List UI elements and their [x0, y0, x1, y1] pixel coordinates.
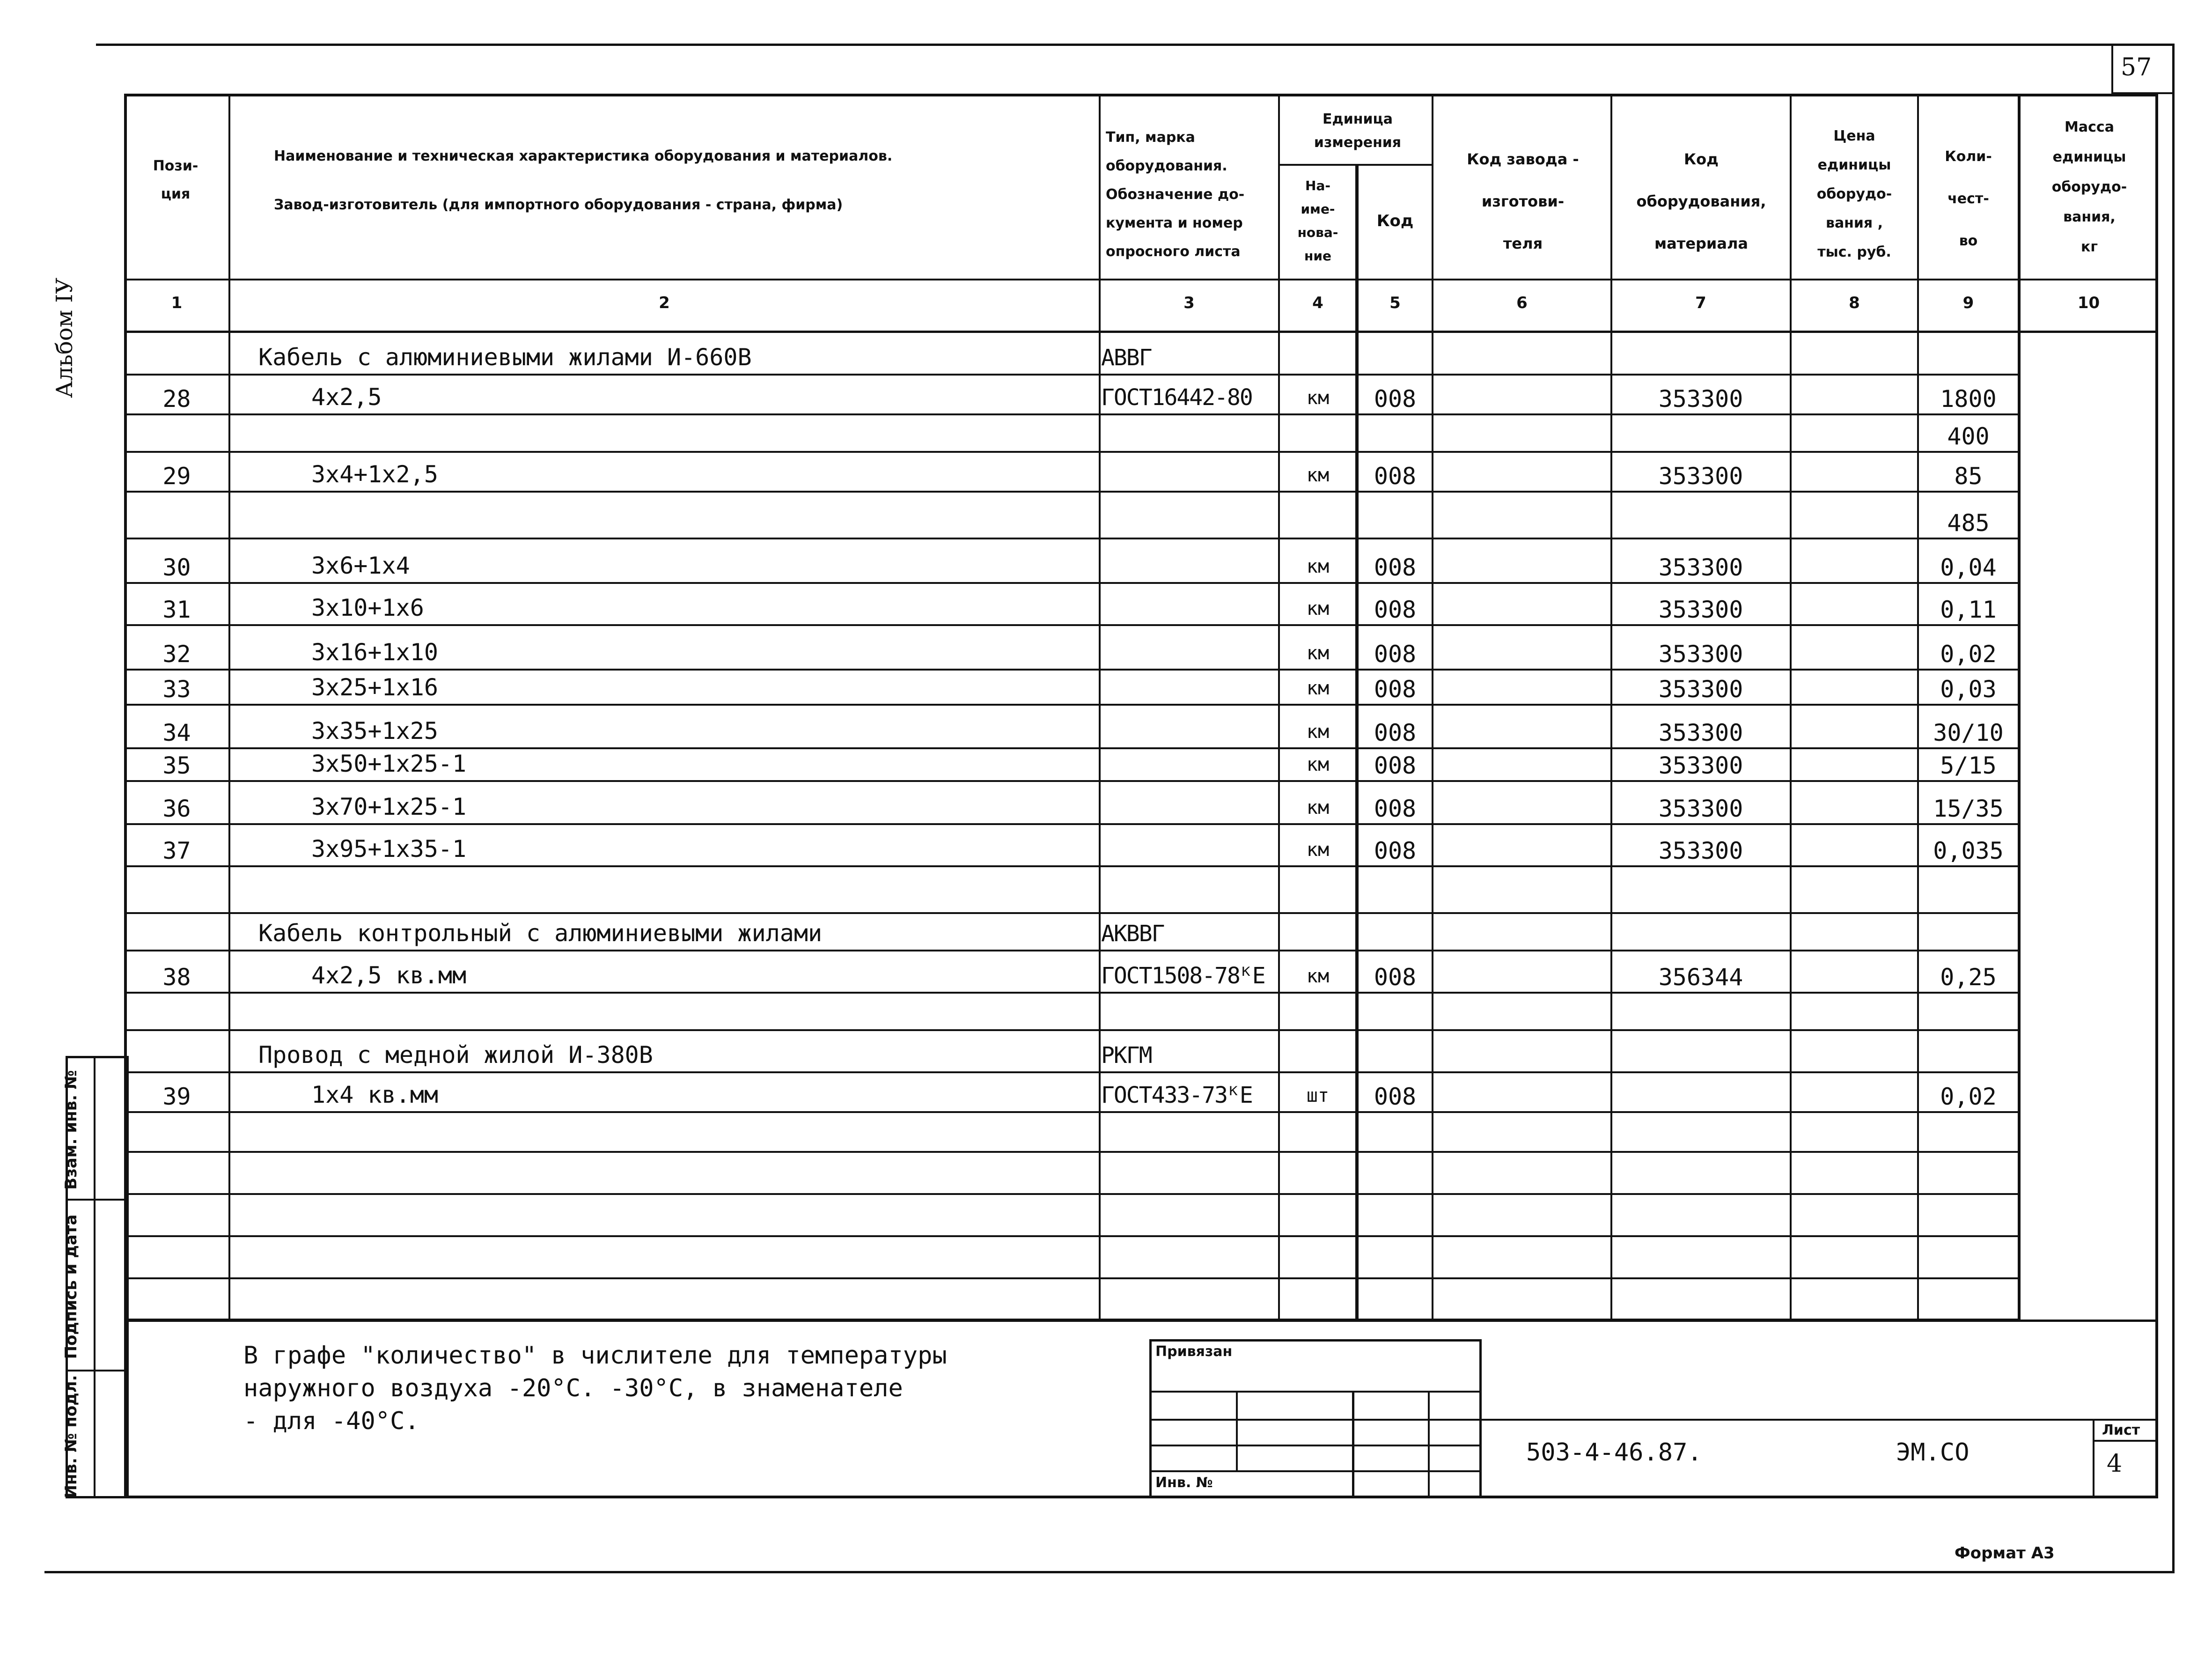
- row-material-code: 353300: [1658, 385, 1743, 413]
- row-separator: [124, 1071, 2018, 1073]
- row-group-title: Провод с медной жилой И-380В: [258, 1041, 653, 1069]
- row-unit: км: [1306, 797, 1330, 818]
- header-col2: Наименование и техническая характеристика оборудования и материалов. Завод-изготовитель (для импортного оборудования - страна, фирма): [274, 148, 893, 213]
- row-unit-code: 008: [1374, 463, 1417, 490]
- row-position: 34: [162, 719, 191, 746]
- row-separator: [124, 491, 2018, 493]
- row-unit: км: [1306, 598, 1330, 619]
- title-block-top: [1482, 1419, 2158, 1421]
- row-type: ГОСТ433-73ᴷЕ: [1101, 1082, 1252, 1108]
- header-col8: Цена единицы оборудо- вания , тыс. руб.: [1816, 128, 1892, 260]
- header-col9: Коли- чест- во: [1945, 148, 1992, 249]
- row-item-name: 3х10+1х6: [311, 594, 424, 621]
- row-separator: [124, 1151, 2018, 1153]
- privyazan-v2: [1352, 1391, 1354, 1498]
- row-group-title: Кабель с алюминиевыми жилами И-660В: [258, 344, 752, 371]
- note-line-3: - для -40°С.: [243, 1407, 419, 1435]
- row-separator: [124, 1319, 2018, 1320]
- header-col7: Код оборудования, материала: [1636, 150, 1766, 252]
- row-quantity: 0,25: [1940, 964, 1997, 991]
- row-item-name: 4х2,5: [311, 383, 382, 411]
- row-separator: [124, 747, 2018, 749]
- row-quantity: 400: [1947, 423, 1990, 450]
- row-material-code: 353300: [1658, 676, 1743, 703]
- header-col45-group: Единица измерения: [1314, 111, 1402, 151]
- row-separator: [124, 1193, 2018, 1195]
- row-unit-code: 008: [1374, 752, 1417, 779]
- header-col3: Тип, марка оборудования. Обозначение до- кумента и номер опросного листа: [1106, 129, 1245, 260]
- sheet-box-mid: [2093, 1440, 2158, 1442]
- row-item-name: 4х2,5 кв.мм: [311, 962, 467, 989]
- row-position: 37: [162, 837, 191, 864]
- col-line-3: [1278, 94, 1280, 1320]
- header-col6: Код завода - изготови- теля: [1467, 150, 1579, 252]
- row-quantity: 0,02: [1940, 1083, 1997, 1110]
- header-col1: Пози- ция: [153, 158, 198, 202]
- row-material-code: 353300: [1658, 837, 1743, 864]
- row-item-name: 3х6+1х4: [311, 552, 410, 579]
- row-separator: [124, 1111, 2018, 1113]
- row-unit-code: 008: [1374, 837, 1417, 864]
- row-unit-code: 008: [1374, 385, 1417, 413]
- row-position: 33: [162, 676, 191, 703]
- header-sub-line: [1278, 164, 1433, 166]
- privyazan-label: Привязан: [1155, 1343, 1233, 1360]
- row-material-code: 353300: [1658, 795, 1743, 822]
- side-label-signature: Подпись и дата: [62, 1214, 81, 1359]
- row-unit: км: [1306, 556, 1330, 577]
- row-item-name: 3х35+1х25: [311, 717, 438, 745]
- colnum-7: 7: [1695, 294, 1706, 312]
- row-material-code: 353300: [1658, 554, 1743, 581]
- row-material-code: 353300: [1658, 596, 1743, 623]
- row-unit-code: 008: [1374, 596, 1417, 623]
- row-item-name: 3х4+1х2,5: [311, 461, 438, 488]
- row-quantity: 0,035: [1933, 837, 2004, 864]
- row-material-code: 353300: [1658, 719, 1743, 746]
- row-unit: км: [1306, 642, 1330, 664]
- colnum-8: 8: [1849, 294, 1860, 312]
- row-quantity: 0,03: [1940, 676, 1997, 703]
- row-item-name: 3х70+1х25-1: [311, 793, 467, 820]
- side-stamp-divider-3: [66, 1370, 129, 1371]
- side-label-inv: Инв. № подл.: [62, 1375, 81, 1498]
- row-quantity: 0,04: [1940, 554, 1997, 581]
- row-separator: [124, 865, 2018, 867]
- row-unit-code: 008: [1374, 719, 1417, 746]
- colnum-2: 2: [659, 294, 670, 312]
- row-position: 38: [162, 964, 191, 991]
- colnum-3: 3: [1183, 294, 1195, 312]
- row-separator: [124, 582, 2018, 584]
- note-line-1: В графе "количество" в числителе для температуры: [243, 1342, 947, 1370]
- privyazan-h4: [1149, 1470, 1482, 1472]
- row-quantity: 485: [1947, 509, 1990, 537]
- doc-code: 503-4-46.87.: [1526, 1438, 1702, 1467]
- row-separator: [124, 374, 2018, 376]
- privyazan-h3: [1149, 1445, 1482, 1446]
- colnum-9: 9: [1962, 294, 1974, 312]
- colnum-4: 4: [1312, 294, 1323, 312]
- row-unit: км: [1306, 754, 1330, 775]
- row-unit-code: 008: [1374, 964, 1417, 991]
- row-separator: [124, 538, 2018, 539]
- row-separator: [124, 704, 2018, 706]
- row-unit: км: [1306, 839, 1330, 861]
- privyazan-h1: [1149, 1391, 1482, 1393]
- side-stamp-divider-1: [94, 1056, 96, 1498]
- row-unit: км: [1306, 387, 1330, 409]
- row-type: ГОСТ16442-80: [1101, 384, 1252, 411]
- header-bottom-line: [124, 279, 2158, 280]
- col-line-2: [1099, 94, 1101, 1320]
- row-unit-code: 008: [1374, 795, 1417, 822]
- row-separator: [124, 1029, 2018, 1031]
- col-line-1: [228, 94, 230, 1320]
- row-type: АВВГ: [1101, 345, 1152, 371]
- row-unit-code: 008: [1374, 641, 1417, 668]
- row-position: 36: [162, 795, 191, 822]
- sheet-number: 4: [2107, 1450, 2123, 1478]
- row-unit-code: 008: [1374, 676, 1417, 703]
- privyazan-v3: [1428, 1391, 1430, 1498]
- row-quantity: 0,02: [1940, 641, 1997, 668]
- row-position: 29: [162, 463, 191, 490]
- row-item-name: 1х4 кв.мм: [311, 1081, 438, 1108]
- row-material-code: 353300: [1658, 463, 1743, 490]
- row-separator: [124, 1235, 2018, 1237]
- right-border-line: [2172, 44, 2175, 1572]
- row-position: 35: [162, 752, 191, 779]
- row-material-code: 356344: [1658, 964, 1743, 991]
- colnum-1: 1: [171, 294, 183, 312]
- row-unit-code: 008: [1374, 1083, 1417, 1110]
- row-unit: км: [1306, 465, 1330, 486]
- sheet-box-left: [2093, 1419, 2094, 1498]
- side-stamp-divider-2: [66, 1199, 129, 1201]
- row-item-name: 3х25+1х16: [311, 674, 438, 701]
- row-position: 28: [162, 385, 191, 413]
- row-unit-code: 008: [1374, 554, 1417, 581]
- bottom-border-line: [44, 1571, 2175, 1573]
- row-item-name: 3х16+1х10: [311, 639, 438, 666]
- row-separator: [124, 624, 2018, 626]
- row-type: РКГМ: [1101, 1042, 1152, 1069]
- header-col5: Код: [1376, 212, 1414, 230]
- row-type: АКВВГ: [1101, 921, 1164, 947]
- row-quantity: 5/15: [1940, 752, 1997, 779]
- row-separator: [124, 912, 2018, 914]
- album-label: Альбом IУ: [51, 277, 78, 398]
- row-position: 32: [162, 641, 191, 668]
- page-number: 57: [2121, 53, 2152, 81]
- row-unit: км: [1306, 966, 1330, 987]
- row-position: 39: [162, 1083, 191, 1110]
- row-separator: [124, 1277, 2018, 1279]
- row-quantity: 15/35: [1933, 795, 2004, 822]
- row-separator: [124, 413, 2018, 415]
- row-unit: шт: [1306, 1085, 1330, 1106]
- row-separator: [124, 823, 2018, 825]
- row-material-code: 353300: [1658, 752, 1743, 779]
- row-type: ГОСТ1508-78ᴷЕ: [1101, 963, 1265, 989]
- inv-no-label: Инв. №: [1155, 1475, 1213, 1491]
- col-line-8: [1917, 94, 1919, 1320]
- note-line-2: наружного воздуха -20°С. -30°С, в знаменателе: [243, 1374, 903, 1402]
- col-line-9: [2018, 94, 2021, 1320]
- colnum-10: 10: [2077, 294, 2100, 312]
- header-col10: Масса единицы оборудо- вания, кг: [2051, 119, 2127, 255]
- col-line-5: [1432, 94, 1433, 1320]
- row-quantity: 0,11: [1940, 596, 1997, 623]
- colnum-6: 6: [1516, 294, 1528, 312]
- row-separator: [124, 669, 2018, 671]
- format-label: Формат А3: [1955, 1544, 2055, 1563]
- top-border-line: [96, 44, 2175, 46]
- row-unit: км: [1306, 721, 1330, 743]
- row-item-name: 3х50+1х25-1: [311, 750, 467, 777]
- col-line-7: [1790, 94, 1792, 1320]
- row-unit: км: [1306, 678, 1330, 699]
- numbers-bottom-line: [124, 331, 2158, 333]
- row-quantity: 85: [1954, 463, 1983, 490]
- privyazan-h2: [1149, 1419, 1482, 1421]
- header-col4: На- име- нова- ние: [1297, 178, 1338, 264]
- row-position: 30: [162, 554, 191, 581]
- section-code: ЭМ.СО: [1896, 1438, 1969, 1467]
- row-separator: [124, 451, 2018, 453]
- colnum-5: 5: [1389, 294, 1401, 312]
- row-group-title: Кабель контрольный с алюминиевыми жилами: [258, 920, 823, 947]
- row-material-code: 353300: [1658, 641, 1743, 668]
- row-quantity: 30/10: [1933, 719, 2004, 746]
- row-separator: [124, 992, 2018, 994]
- side-label-replace: Взам. инв. №: [62, 1070, 81, 1190]
- col-line-6: [1610, 94, 1612, 1320]
- row-separator: [124, 950, 2018, 951]
- row-item-name: 3х95+1х35-1: [311, 835, 467, 863]
- row-separator: [124, 780, 2018, 782]
- row-position: 31: [162, 596, 191, 623]
- sheet-label: Лист: [2102, 1422, 2140, 1438]
- row-quantity: 1800: [1940, 385, 1997, 413]
- page-number-box-left: [2111, 44, 2113, 94]
- privyazan-v1: [1236, 1391, 1238, 1470]
